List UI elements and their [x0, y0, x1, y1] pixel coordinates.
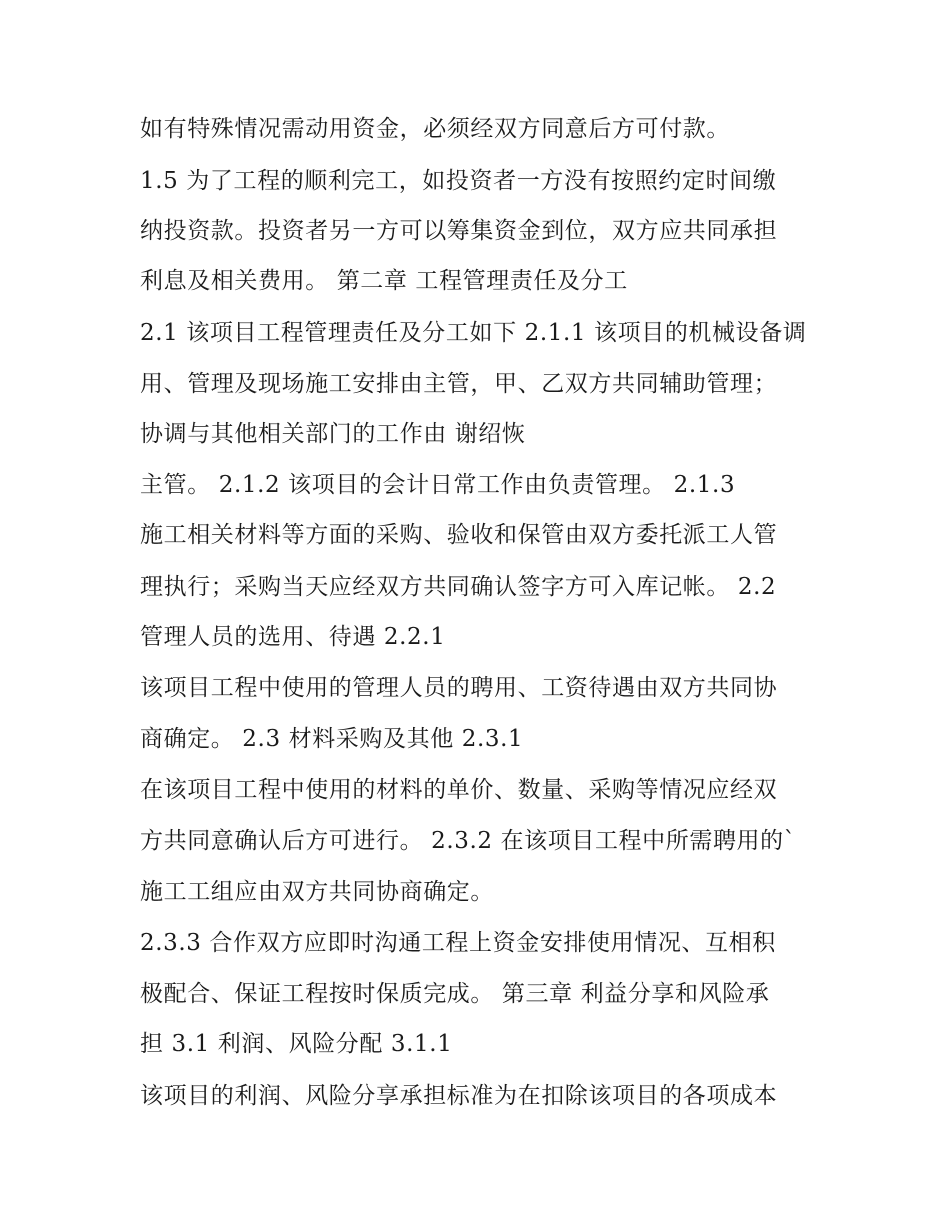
text-line-5: 2.1 该项目工程管理责任及分工如下 2.1.1 该项目的机械设备调: [140, 320, 807, 346]
text-line-7: 协调与其他相关部门的工作由 谢绍恢: [140, 421, 526, 447]
text-line-12: 该项目工程中使用的管理人员的聘用、工资待遇由双方共同协: [140, 675, 778, 701]
text-line-19: 担 3.1 利润、风险分配 3.1.1: [140, 1031, 453, 1057]
text-line-20: 该项目的利润、风险分享承担标准为在扣除该项目的各项成本: [140, 1083, 778, 1109]
text-line-17: 2.3.3 合作双方应即时沟通工程上资金安排使用情况、互相积: [140, 930, 776, 956]
text-line-2: 1.5 为了工程的顺利完工，如投资者一方没有按照约定时间缴: [140, 168, 777, 194]
text-line-11: 管理人员的选用、待遇 2.2.1: [140, 624, 446, 650]
text-line-6: 用、管理及现场施工安排由主管，甲、乙双方共同辅助管理；: [140, 371, 778, 397]
text-line-16: 施工工组应由双方共同协商确定。: [140, 879, 494, 905]
text-line-1: 如有特殊情况需动用资金，必须经双方同意后方可付款。: [140, 116, 730, 142]
text-line-18: 极配合、保证工程按时保质完成。 第三章 利益分享和风险承: [140, 981, 770, 1007]
text-line-15: 方共同意确认后方可进行。 2.3.2 在该项目工程中所需聘用的`: [140, 828, 796, 854]
text-line-14: 在该项目工程中使用的材料的单价、数量、采购等情况应经双: [140, 777, 778, 803]
text-line-10: 理执行；采购当天应经双方共同确认签字方可入库记帐。 2.2: [140, 574, 777, 600]
text-line-8: 主管。 2.1.2 该项目的会计日常工作由负责管理。 2.1.3: [140, 472, 736, 498]
text-line-3: 纳投资款。投资者另一方可以筹集资金到位，双方应共同承担: [140, 218, 778, 244]
text-line-13: 商确定。 2.3 材料采购及其他 2.3.1: [140, 726, 524, 752]
text-line-9: 施工相关材料等方面的采购、验收和保管由双方委托派工人管: [140, 522, 778, 548]
text-line-4: 利息及相关费用。 第二章 工程管理责任及分工: [140, 268, 628, 294]
